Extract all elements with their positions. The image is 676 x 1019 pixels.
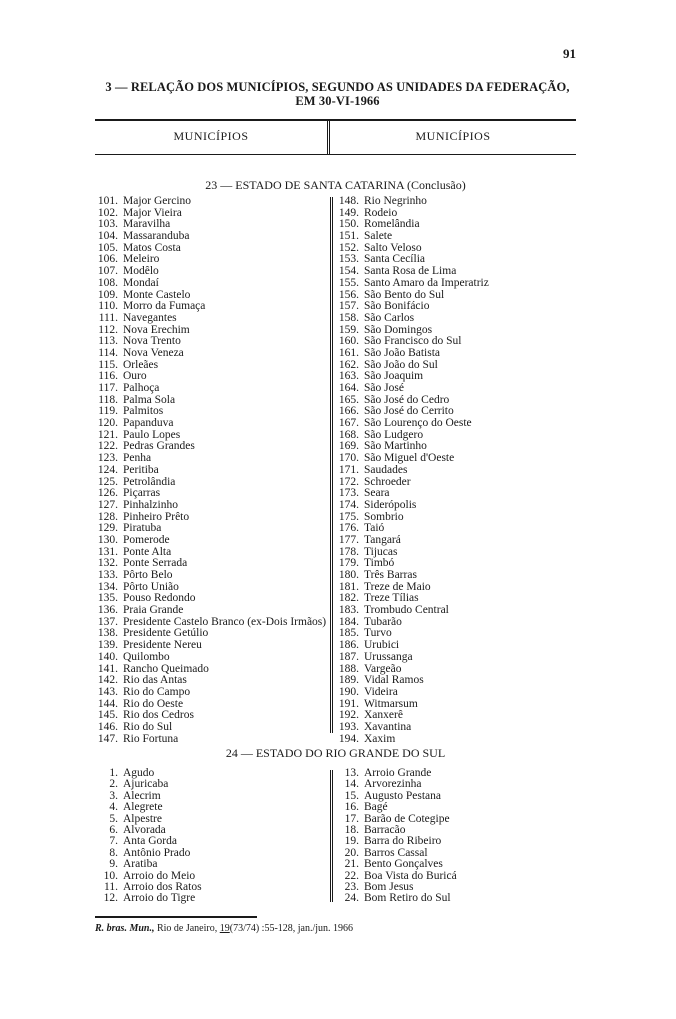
- item-number: 124.: [97, 463, 118, 476]
- list-item: [94, 418, 326, 430]
- item-number: 123.: [97, 452, 118, 465]
- item-number: 117.: [98, 382, 118, 394]
- item-number: 145.: [97, 709, 118, 722]
- municipality-name: Pinheiro Prêto: [123, 510, 190, 523]
- municipality-name: Bento Gonçalves: [364, 858, 443, 871]
- item-number: 129.: [97, 522, 118, 535]
- municipality-name: Urubici: [364, 639, 400, 652]
- item-number: 5.: [109, 812, 118, 825]
- item-number: 169.: [338, 440, 359, 453]
- list-item: [334, 687, 489, 699]
- list-item: [334, 465, 489, 477]
- municipality-name: Palhoça: [123, 382, 160, 394]
- municipality-name: Xanxerê: [364, 709, 403, 722]
- municipality-name: Tijucas: [364, 545, 398, 558]
- column-header-left: MUNICÍPIOS: [173, 129, 249, 143]
- item-number: 122.: [97, 440, 118, 453]
- municipality-name: Ajuricaba: [123, 778, 169, 791]
- municipality-name: Peritiba: [123, 463, 159, 476]
- municipality-name: Saudades: [364, 463, 408, 476]
- item-number: 178.: [338, 545, 359, 558]
- item-number: 144.: [97, 697, 118, 710]
- list-item: [334, 231, 489, 243]
- municipality-name: Rio Negrinho: [364, 195, 427, 207]
- list-item: [334, 278, 489, 290]
- item-number: 115.: [98, 358, 118, 371]
- item-number: 14.: [344, 778, 359, 791]
- item-number: 104.: [97, 230, 118, 243]
- municipality-name: Augusto Pestana: [364, 789, 441, 802]
- municipality-name: Agudo: [123, 767, 155, 779]
- municipality-name: Palmitos: [123, 405, 164, 418]
- municipality-name: Nova Trento: [123, 335, 181, 348]
- municipality-name: Maravilha: [123, 218, 171, 231]
- item-number: 171.: [338, 463, 359, 476]
- municipality-name: São João Batista: [364, 346, 441, 359]
- municipality-name: Barra do Ribeiro: [364, 835, 442, 848]
- municipality-name: Papanduva: [123, 417, 174, 430]
- item-number: 105.: [97, 241, 118, 254]
- item-number: 163.: [338, 370, 359, 383]
- municipality-name: Alegrete: [123, 801, 163, 814]
- municipality-name: Siderópolis: [364, 498, 417, 511]
- municipality-name: Rio Fortuna: [123, 732, 179, 745]
- item-number: 10.: [103, 869, 118, 882]
- list-item: [94, 278, 326, 290]
- item-number: 19.: [344, 835, 359, 848]
- municipality-name: Arroio dos Ratos: [123, 880, 202, 893]
- municipality-name: Turvo: [364, 627, 392, 640]
- municipality-name: Seara: [364, 487, 390, 500]
- item-number: 102.: [97, 206, 118, 219]
- municipality-name: São Carlos: [364, 311, 415, 324]
- item-number: 114.: [98, 346, 118, 359]
- title-line-2: EM 30-VI-1966: [295, 94, 380, 108]
- item-number: 167.: [338, 417, 359, 430]
- item-number: 141.: [97, 662, 118, 675]
- municipality-name: Pôrto União: [123, 580, 179, 593]
- municipality-name: Bom Retiro do Sul: [364, 892, 451, 905]
- list-item: [94, 859, 202, 870]
- item-number: 18.: [344, 823, 359, 836]
- municipality-name: Morro da Fumaça: [123, 300, 206, 313]
- municipality-name: Major Gercino: [123, 195, 192, 207]
- citation-rest: (73/74) :55-128, jan./jun. 1966: [229, 923, 354, 934]
- list-item: [334, 196, 489, 208]
- item-number: 116.: [98, 370, 118, 383]
- item-number: 182.: [338, 592, 359, 605]
- item-number: 127.: [97, 498, 118, 511]
- item-number: 147.: [97, 732, 118, 745]
- item-number: 17.: [344, 812, 359, 825]
- municipality-name: São José: [364, 382, 404, 394]
- municipality-name: Meleiro: [123, 253, 160, 266]
- item-number: 9.: [109, 858, 118, 871]
- item-number: 3.: [109, 789, 118, 802]
- item-number: 148.: [338, 195, 359, 207]
- municipality-name: Tubarão: [364, 615, 402, 628]
- item-number: 173.: [338, 487, 359, 500]
- municipality-name: Barros Cassal: [364, 846, 428, 859]
- item-number: 107.: [97, 265, 118, 278]
- municipality-name: Arroio Grande: [364, 767, 432, 779]
- list-item: [94, 231, 326, 243]
- item-number: 153.: [338, 253, 359, 266]
- item-number: 154.: [338, 265, 359, 278]
- municipality-name: São Lourenço do Oeste: [364, 417, 472, 430]
- santa-catarina-column-divider: [330, 197, 333, 733]
- item-number: 176.: [338, 522, 359, 535]
- municipality-name: Bagé: [364, 801, 388, 814]
- municipality-name: Schroeder: [364, 475, 411, 488]
- list-item: [94, 313, 326, 325]
- municipality-name: São José do Cerrito: [364, 405, 454, 418]
- item-number: 13.: [344, 767, 359, 779]
- item-number: 174.: [338, 498, 359, 511]
- municipality-name: Trombudo Central: [364, 604, 449, 617]
- item-number: 150.: [338, 218, 359, 231]
- item-number: 179.: [338, 557, 359, 570]
- municipality-name: Três Barras: [364, 569, 417, 581]
- item-number: 184.: [338, 615, 359, 628]
- item-number: 157.: [338, 300, 359, 313]
- municipality-name: Treze de Maio: [364, 580, 431, 593]
- item-number: 160.: [338, 335, 359, 348]
- municipality-name: Ouro: [123, 370, 147, 383]
- item-number: 146.: [97, 720, 118, 733]
- list-item: [334, 893, 457, 904]
- municipality-name: Santo Amaro da Imperatriz: [364, 276, 489, 289]
- section-title-rio-grande-do-sul: 24 — ESTADO DO RIO GRANDE DO SUL: [225, 746, 446, 760]
- municipality-name: Rancho Queimado: [123, 662, 209, 675]
- item-number: 158.: [338, 311, 359, 324]
- municipality-name: São Martinho: [364, 440, 427, 453]
- rio-grande-do-sul-list-left: [94, 768, 202, 905]
- table-top-rule: [95, 119, 576, 121]
- municipality-name: Presidente Nereu: [123, 639, 202, 652]
- item-number: 103.: [97, 218, 118, 231]
- item-number: 125.: [97, 475, 118, 488]
- list-item: [334, 605, 489, 617]
- list-item: [334, 802, 457, 813]
- list-item: [94, 570, 326, 582]
- list-item: [334, 348, 489, 360]
- item-number: 177.: [338, 533, 359, 546]
- municipality-name: Anta Gorda: [123, 835, 177, 848]
- municipality-name: Penha: [123, 452, 152, 465]
- list-item: [334, 859, 457, 870]
- municipality-name: São Miguel d'Oeste: [364, 452, 455, 465]
- municipality-name: Rio do Sul: [123, 720, 173, 733]
- item-number: 191.: [338, 697, 359, 710]
- item-number: 155.: [338, 276, 359, 289]
- list-item: [94, 652, 326, 664]
- municipality-name: Major Vieira: [123, 206, 182, 219]
- municipality-name: Timbó: [364, 557, 395, 570]
- item-number: 165.: [338, 393, 359, 406]
- municipality-name: Xavantina: [364, 720, 412, 733]
- municipality-name: Videira: [364, 685, 398, 698]
- municipality-name: Ponte Serrada: [123, 557, 188, 570]
- municipality-name: Barracão: [364, 823, 406, 836]
- municipality-name: São José do Cedro: [364, 393, 450, 406]
- item-number: 110.: [98, 300, 118, 313]
- list-item: [334, 383, 489, 395]
- item-number: 22.: [344, 869, 359, 882]
- municipality-name: Santa Cecília: [364, 253, 425, 266]
- item-number: 109.: [97, 288, 118, 301]
- municipality-name: Pedras Grandes: [123, 440, 195, 453]
- item-number: 143.: [97, 685, 118, 698]
- municipality-name: Nova Erechim: [123, 323, 190, 336]
- item-number: 131.: [97, 545, 118, 558]
- municipality-name: Arroio do Tigre: [123, 892, 196, 905]
- municipality-name: Vidal Ramos: [364, 674, 424, 687]
- item-number: 11.: [104, 880, 118, 893]
- item-number: 119.: [98, 405, 118, 418]
- municipality-name: Presidente Castelo Branco (ex-Dois Irmãos): [123, 615, 327, 628]
- item-number: 21.: [344, 858, 359, 871]
- municipality-name: Treze Tílias: [364, 592, 419, 605]
- municipality-name: Arvorezinha: [364, 778, 422, 791]
- item-number: 162.: [338, 358, 359, 371]
- list-item: [94, 500, 326, 512]
- item-number: 189.: [338, 674, 359, 687]
- municipality-name: Sombrio: [364, 510, 404, 523]
- municipality-name: São Domingos: [364, 323, 433, 336]
- item-number: 12.: [103, 892, 118, 905]
- item-number: 6.: [109, 823, 118, 836]
- item-number: 132.: [97, 557, 118, 570]
- item-number: 130.: [97, 533, 118, 546]
- item-number: 128.: [97, 510, 118, 523]
- item-number: 7.: [109, 835, 118, 848]
- list-item: [94, 465, 326, 477]
- municipality-name: Matos Costa: [123, 241, 181, 254]
- municipality-name: São Ludgero: [364, 428, 424, 441]
- item-number: 190.: [338, 685, 359, 698]
- municipality-name: Presidente Getúlio: [123, 627, 209, 640]
- item-number: 149.: [338, 206, 359, 219]
- list-item: [94, 348, 326, 360]
- municipality-name: Pôrto Belo: [123, 569, 173, 581]
- municipality-name: Pomerode: [123, 533, 170, 546]
- item-number: 172.: [338, 475, 359, 488]
- municipality-name: São Bonifácio: [364, 300, 430, 313]
- item-number: 185.: [338, 627, 359, 640]
- item-number: 168.: [338, 428, 359, 441]
- item-number: 181.: [338, 580, 359, 593]
- item-number: 1.: [109, 767, 118, 779]
- item-number: 159.: [338, 323, 359, 336]
- list-item: [94, 383, 326, 395]
- item-number: 186.: [338, 639, 359, 652]
- municipality-name: São Bento do Sul: [364, 288, 445, 301]
- item-number: 16.: [344, 801, 359, 814]
- table-title: [95, 80, 580, 108]
- rio-grande-do-sul-column-divider: [330, 770, 333, 902]
- list-item: [94, 196, 326, 208]
- municipality-name: Rodeio: [364, 206, 398, 219]
- item-number: 166.: [338, 405, 359, 418]
- item-number: 140.: [97, 650, 118, 663]
- municipality-name: Xaxim: [364, 732, 396, 745]
- list-item: [334, 535, 489, 547]
- municipality-name: Paulo Lopes: [123, 428, 181, 441]
- list-item: [94, 605, 326, 617]
- municipality-name: Nova Veneza: [123, 346, 184, 359]
- municipality-name: Ponte Alta: [123, 545, 172, 558]
- footer-rule: [95, 916, 257, 918]
- section-title-santa-catarina: 23 — ESTADO DE SANTA CATARINA (Conclusão): [205, 178, 466, 192]
- municipality-name: Romelândia: [364, 218, 420, 231]
- list-item: [94, 535, 326, 547]
- municipality-name: Piratuba: [123, 522, 162, 535]
- list-item: [334, 570, 489, 582]
- item-number: 106.: [97, 253, 118, 266]
- item-number: 175.: [338, 510, 359, 523]
- citation-volume: 19: [219, 923, 230, 934]
- item-number: 24.: [344, 892, 359, 905]
- municipality-name: Bom Jesus: [364, 880, 414, 893]
- municipality-name: São Joaquim: [364, 370, 424, 383]
- item-number: 118.: [98, 393, 118, 406]
- municipality-name: Aratiba: [123, 858, 158, 871]
- municipality-name: Piçarras: [123, 487, 161, 500]
- list-item: [94, 802, 202, 813]
- list-item: [94, 893, 202, 904]
- item-number: 111.: [98, 311, 118, 324]
- citation-journal: R. bras. Mun.,: [95, 923, 155, 934]
- item-number: 137.: [97, 615, 118, 628]
- citation-place: Rio de Janeiro,: [156, 923, 218, 934]
- list-item: [334, 722, 489, 734]
- municipality-name: Taió: [364, 522, 385, 535]
- municipality-name: Monte Castelo: [123, 288, 191, 301]
- item-number: 164.: [338, 382, 359, 394]
- municipality-name: Modêlo: [123, 265, 159, 278]
- municipality-name: Alpestre: [123, 812, 162, 825]
- municipality-name: Salete: [364, 230, 393, 243]
- municipality-name: Rio dos Cedros: [123, 709, 194, 722]
- santa-catarina-list-right: [334, 196, 489, 745]
- rio-grande-do-sul-list-right: [334, 768, 457, 905]
- municipality-name: Witmarsum: [364, 697, 418, 710]
- item-number: 192.: [338, 709, 359, 722]
- list-item: [334, 313, 489, 325]
- item-number: 136.: [97, 604, 118, 617]
- item-number: 151.: [338, 230, 359, 243]
- municipality-name: Massaranduba: [123, 230, 190, 243]
- municipality-name: São João do Sul: [364, 358, 438, 371]
- item-number: 188.: [338, 662, 359, 675]
- municipality-name: Petrolândia: [123, 475, 176, 488]
- list-item: [334, 500, 489, 512]
- list-item: [94, 687, 326, 699]
- municipality-name: Arroio do Meio: [123, 869, 196, 882]
- item-number: 161.: [338, 346, 359, 359]
- item-number: 183.: [338, 604, 359, 617]
- item-number: 113.: [98, 335, 118, 348]
- item-number: 187.: [338, 650, 359, 663]
- item-number: 170.: [338, 452, 359, 465]
- municipality-name: Palma Sola: [123, 393, 176, 406]
- list-item: [334, 652, 489, 664]
- municipality-name: Orleães: [123, 358, 159, 371]
- municipality-name: Santa Rosa de Lima: [364, 265, 457, 278]
- column-header-right: MUNICÍPIOS: [415, 129, 491, 143]
- item-number: 8.: [109, 846, 118, 859]
- municipality-name: Mondaí: [123, 276, 159, 289]
- municipality-name: Boa Vista do Buricá: [364, 869, 457, 882]
- municipality-name: Pouso Redondo: [123, 592, 196, 605]
- item-number: 138.: [97, 627, 118, 640]
- municipality-name: Salto Veloso: [364, 241, 422, 254]
- santa-catarina-list-left: [94, 196, 326, 745]
- municipality-name: Alvorada: [123, 823, 166, 836]
- item-number: 133.: [97, 569, 118, 581]
- municipality-name: Rio do Oeste: [123, 697, 184, 710]
- item-number: 101.: [97, 195, 118, 207]
- municipality-name: Navegantes: [123, 311, 177, 324]
- item-number: 121.: [97, 428, 118, 441]
- item-number: 15.: [344, 789, 359, 802]
- item-number: 180.: [338, 569, 359, 581]
- list-item: [334, 734, 489, 746]
- item-number: 126.: [97, 487, 118, 500]
- item-number: 134.: [97, 580, 118, 593]
- page-number: 91: [563, 46, 576, 61]
- municipality-name: Urussanga: [364, 650, 413, 663]
- item-number: 152.: [338, 241, 359, 254]
- item-number: 108.: [97, 276, 118, 289]
- municipality-name: Quilombo: [123, 650, 170, 663]
- municipality-name: São Francisco do Sul: [364, 335, 462, 348]
- list-item: [94, 734, 326, 746]
- municipality-name: Barão de Cotegipe: [364, 812, 450, 825]
- item-number: 23.: [344, 880, 359, 893]
- header-bottom-rule: [95, 154, 576, 155]
- item-number: 2.: [109, 778, 118, 791]
- item-number: 4.: [109, 801, 118, 814]
- item-number: 120.: [97, 417, 118, 430]
- item-number: 193.: [338, 720, 359, 733]
- municipality-name: Pinhalzinho: [123, 498, 178, 511]
- item-number: 135.: [97, 592, 118, 605]
- municipality-name: Vargeão: [364, 662, 402, 675]
- municipality-name: Tangará: [364, 533, 401, 546]
- item-number: 20.: [344, 846, 359, 859]
- municipality-name: Rio do Campo: [123, 685, 191, 698]
- title-line-1: 3 — RELAÇÃO DOS MUNICÍPIOS, SEGUNDO AS UNIDADES DA FEDERAÇÃO,: [105, 80, 570, 94]
- list-item: [94, 722, 326, 734]
- list-item: [334, 418, 489, 430]
- item-number: 112.: [98, 323, 118, 336]
- item-number: 156.: [338, 288, 359, 301]
- municipality-name: Antônio Prado: [123, 846, 191, 859]
- municipality-name: Praia Grande: [123, 604, 184, 617]
- item-number: 142.: [97, 674, 118, 687]
- municipality-name: Rio das Antas: [123, 674, 187, 687]
- item-number: 194.: [338, 732, 359, 745]
- municipality-name: Alecrim: [123, 789, 161, 802]
- item-number: 139.: [97, 639, 118, 652]
- citation: [95, 923, 353, 934]
